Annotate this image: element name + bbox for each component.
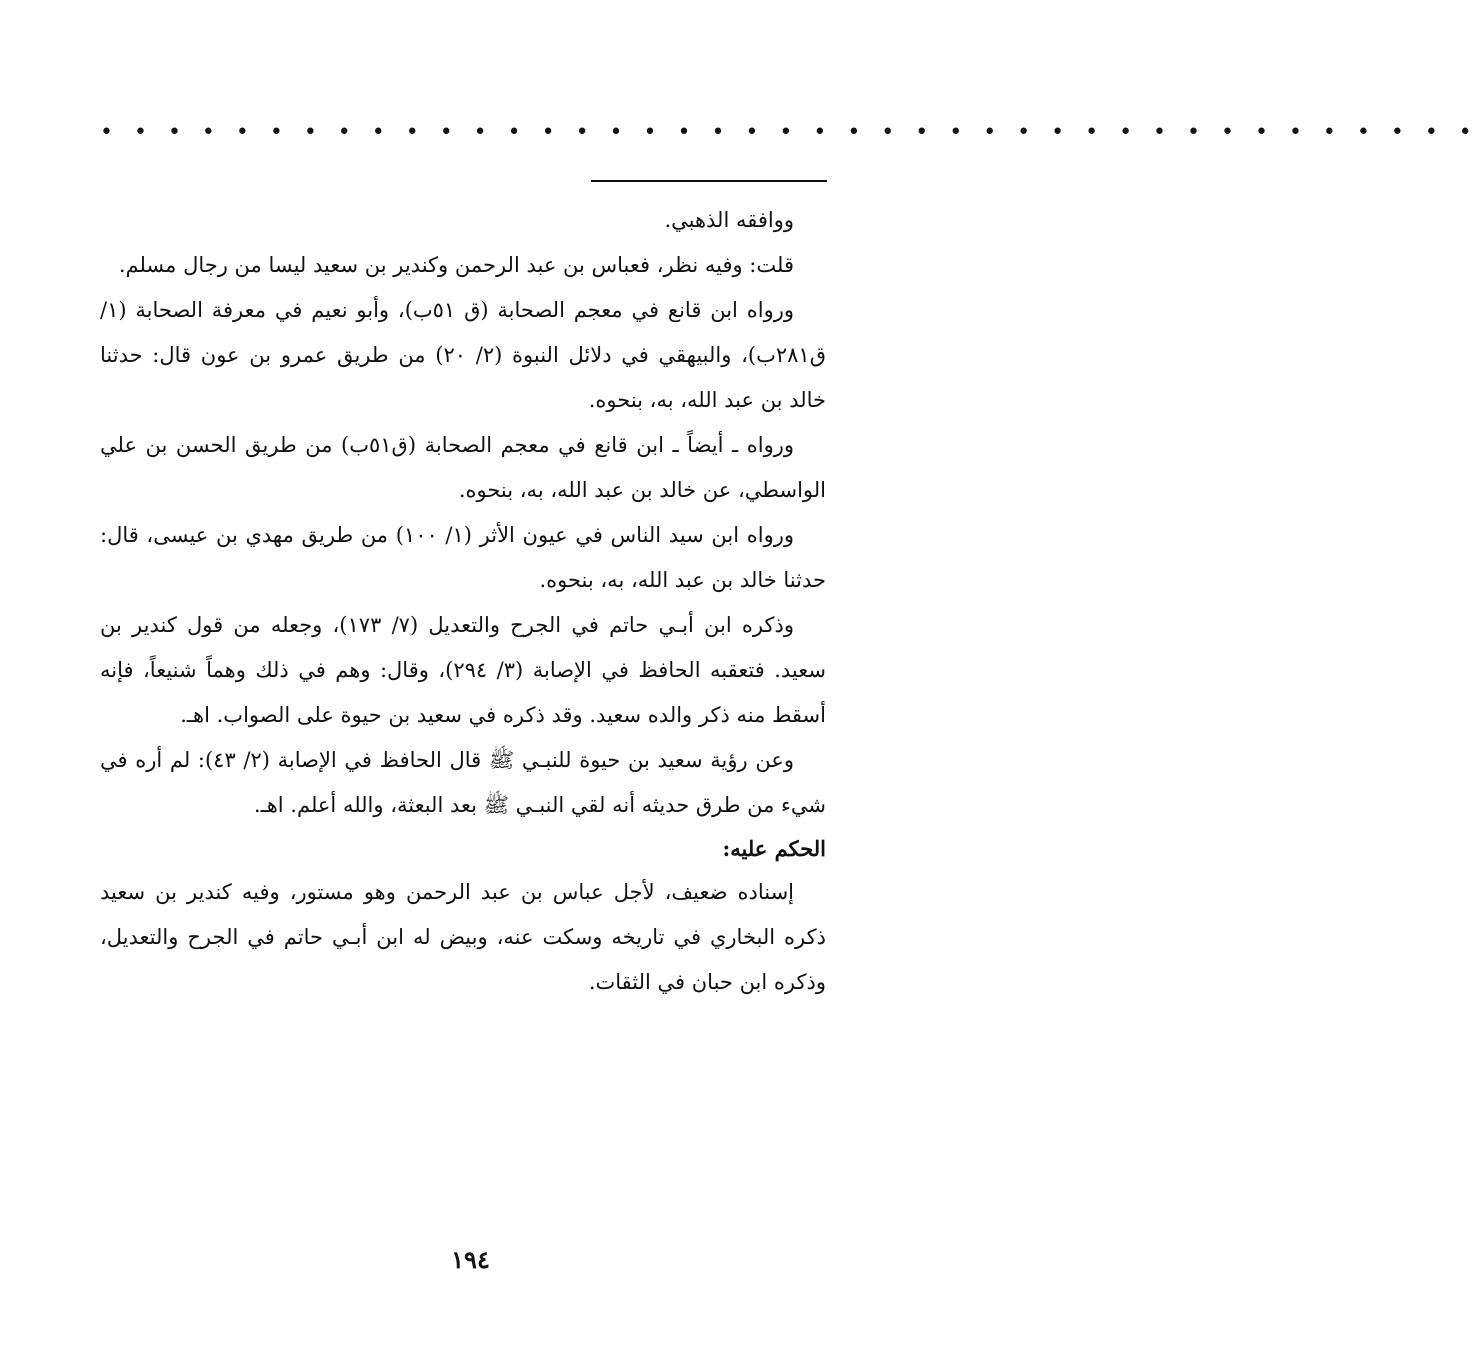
paragraph-ibn-sayyid-al-nas: ورواه ابن سيد الناس في عيون الأثر (١/ ١٠٠) من طريق مهدي بن عيسى، قال: حدثنا خالد بن عبد الله، به، بنحوه. bbox=[100, 523, 826, 592]
paragraph-ruling: إسناده ضعيف، لأجل عباس بن عبد الرحمن وهو مستور، وفيه كندير بن سعيد ذكره البخاري في تاريخه وسكت عنه، وبيض له ابن أبـي حاتم في الجرح والتعديل، وذكره ابن حبان في الثقات. bbox=[100, 880, 826, 994]
separator-dots: • • • • • • • • • • • • • • • • • • • • • • • • • • • • • • • • • • • • • • • • • bbox=[100, 120, 1479, 145]
main-text bbox=[100, 198, 826, 1005]
paragraph-ibn-qani-narration: ورواه ابن قانع في معجم الصحابة (ق ٥١ب)، وأبو نعيم في معرفة الصحابة (١/ق٢٨١ب)، والبيهقي في دلائل النبوة (٢/ ٢٠) من طريق عمرو بن عون قال: حدثنا خالد بن عبد الله، به، بنحوه. bbox=[100, 298, 826, 412]
paragraph-dhahabi-agreement: ووافقه الذهبي. bbox=[664, 208, 794, 232]
page-number: ١٩٤ bbox=[451, 1245, 490, 1274]
paragraph-ibn-abi-hatim: وذكره ابن أبـي حاتم في الجرح والتعديل (٧/ ١٧٣)، وجعله من قول كندير بن سعيد. فتعقبه الحافظ في الإصابة (٣/ ٢٩٤)، وقال: وهم في ذلك وهماً شنيعاً، فإنه أسقط منه ذكر والده سعيد. وقد ذكره في سعيد بن حيوة على الصواب. اهـ. bbox=[100, 613, 826, 727]
footnote-rule bbox=[591, 180, 827, 182]
paragraph-ibn-qani-second-route: ورواه ـ أيضاً ـ ابن قانع في معجم الصحابة (ق٥١ب) من طريق الحسن بن علي الواسطي، عن خالد بن عبد الله، به، بنحوه. bbox=[100, 433, 826, 502]
paragraph-critique: قلت: وفيه نظر، فعباس بن عبد الرحمن وكندير بن سعيد ليسا من رجال مسلم. bbox=[118, 253, 794, 277]
paragraph-sighting-of-prophet: وعن رؤية سعيد بن حيوة للنبـي ﷺ قال الحافظ في الإصابة (٢/ ٤٣): لم أره في شيء من طرق حديثه أنه لقي النبـي ﷺ بعد البعثة، والله أعلم. اهـ. bbox=[100, 748, 826, 817]
ruling-heading: الحكم عليه: bbox=[722, 836, 826, 861]
